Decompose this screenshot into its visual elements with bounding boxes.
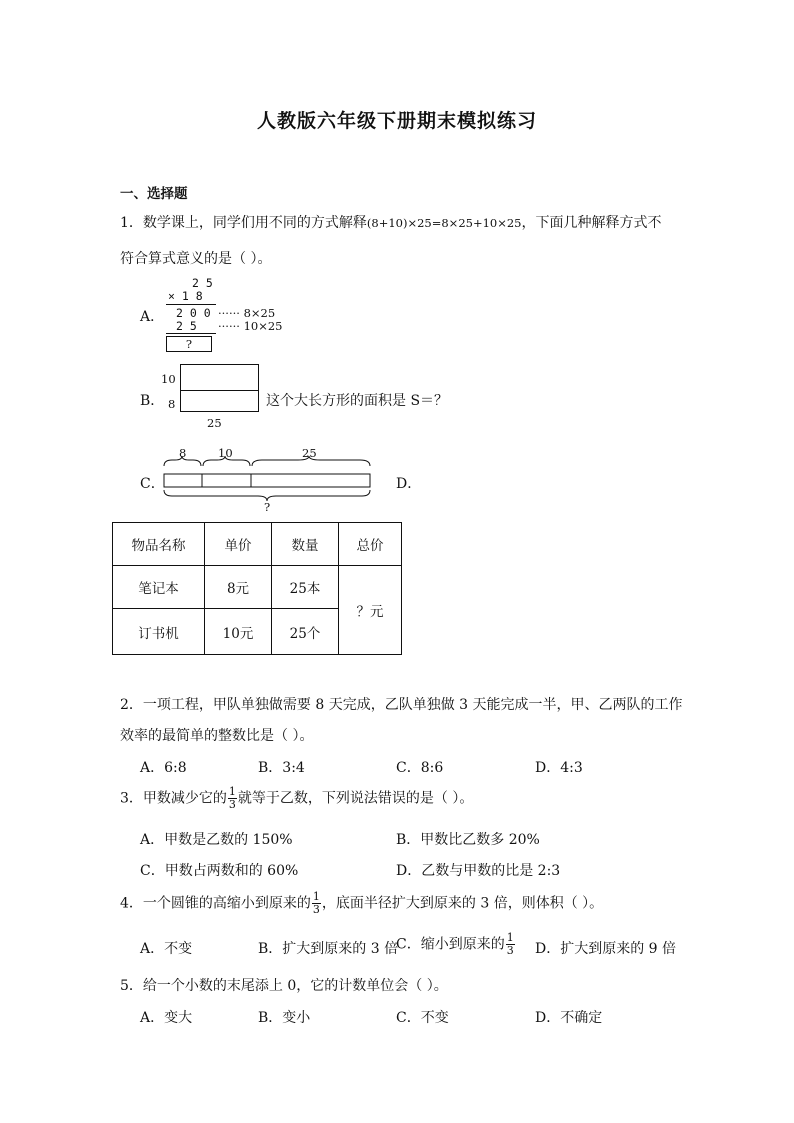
q3-option-a: A．甲数是乙数的 150% [140,832,293,848]
q1-option-d-label: D． [396,476,422,492]
q4-option-c-fraction [506,932,515,957]
q4-fraction-denominator: 3 [312,903,320,916]
table-header-cell: 单价 [205,523,272,566]
q1-expression: (8+10)×25=8×25+10×25 [366,216,522,230]
q3-fraction [228,786,237,811]
q1-text-a: 1．数学课上，同学们用不同的方式解释 [120,215,367,231]
table-header-cell: 物品名称 [113,523,205,566]
q1-a-rule-1 [166,304,216,305]
q4-text-pre: 4．一个圆锥的高缩小到原来的 [120,895,311,912]
q1-b-width: 25 [207,416,222,430]
q1-b-divider [181,390,258,391]
q4-text-post: ，底面半径扩大到原来的 3 倍，则体积（ ）。 [321,895,604,912]
q1-a-row-3-note: ······ 8×25 [218,306,276,320]
q4-fraction-numerator: 1 [312,890,320,903]
table-cell: 10元 [205,609,272,655]
question-4-line-1 [120,891,603,916]
q1-text-b: ，下面几种解释方式不 [521,215,662,231]
table-row [113,566,402,609]
table-total-cell: ？元 [339,566,402,655]
q1-c-total: ? [264,500,271,514]
q5-option-a: A．变大 [140,1010,193,1026]
q1-b-rectangle [180,364,259,412]
q3-fraction-numerator: 1 [228,785,236,798]
table-cell: 8元 [205,566,272,609]
q4-option-c [396,932,516,957]
question-2-line-1: 2．一项工程，甲队单独做需要 8 天完成，乙队单独做 3 天能完成一半，甲、乙两队的工作 [120,697,683,713]
q1-c-bar [164,474,370,487]
q5-option-c: C．不变 [396,1010,449,1026]
q4-option-c-numerator: 1 [506,931,514,944]
q2-option-c: C．8:6 [396,760,444,776]
q3-text-pre: 3．甲数减少它的 [120,790,227,807]
q4-option-c-text: C．缩小到原来的 [396,936,505,953]
table-header-cell: 数量 [272,523,339,566]
q2-option-a: A．6:8 [140,760,187,776]
q1-b-text: 这个大长方形的面积是 S＝？ [266,393,449,409]
question-1-line-2: 符合算式意义的是（ ）。 [120,251,272,267]
q3-option-c: C．甲数占两数和的 60% [140,863,299,879]
q1-c-seg-3: 25 [302,446,317,460]
q1-option-c-label: C． [140,476,165,492]
q1-c-seg-1: 8 [179,446,187,460]
page-title: 人教版六年级下册期末模拟练习 [256,110,537,132]
section-heading: 一、选择题 [120,186,188,202]
q4-option-b: B．扩大到原来的 3 倍 [258,941,399,957]
q1-a-row-2: × 1 8 [168,289,203,303]
table-cell: 笔记本 [113,566,205,609]
q3-text-post: 就等于乙数，下列说法错误的是（ ）。 [237,790,474,807]
q1-option-b-label: B． [140,393,165,409]
question-3-line-1 [120,786,473,811]
q2-option-b: B．3:4 [258,760,305,776]
table-cell: 订书机 [113,609,205,655]
q3-option-d: D．乙数与甲数的比是 2:3 [396,863,561,879]
q1-a-result-box: ? [166,336,212,352]
q4-option-d: D．扩大到原来的 9 倍 [535,941,677,957]
q4-fraction [312,891,321,916]
q4-option-a: A．不变 [140,941,193,957]
q4-option-c-denominator: 3 [506,944,514,957]
q1-a-rule-2 [166,333,216,334]
q5-option-d: D．不确定 [535,1010,603,1026]
q1-a-row-4: 2 5 [176,319,197,333]
table-header-row [113,523,402,566]
table-header-cell: 总价 [339,523,402,566]
question-5-line-1: 5．给一个小数的末尾添上 0，它的计数单位会（ ）。 [120,978,448,994]
table-cell: 25个 [272,609,339,655]
q1-option-a-label: A． [140,309,165,325]
q5-option-b: B．变小 [258,1010,311,1026]
q1-d-table [112,522,402,655]
q1-b-height-2: 8 [168,397,176,411]
q1-c-seg-2: 10 [218,446,233,460]
table-cell: 25本 [272,566,339,609]
q1-b-height-1: 10 [161,372,176,386]
q3-fraction-denominator: 3 [228,798,236,811]
q1-a-row-4-note: ······ 10×25 [218,319,283,333]
q1-a-row-1: 2 5 [192,276,213,290]
question-1-line-1 [120,212,662,232]
q3-option-b: B．甲数比乙数多 20% [396,832,540,848]
question-2-line-2: 效率的最简单的整数比是（ ）。 [120,728,314,744]
q2-option-d: D．4:3 [535,760,583,776]
q1-a-row-3: 2 0 0 [176,306,211,320]
